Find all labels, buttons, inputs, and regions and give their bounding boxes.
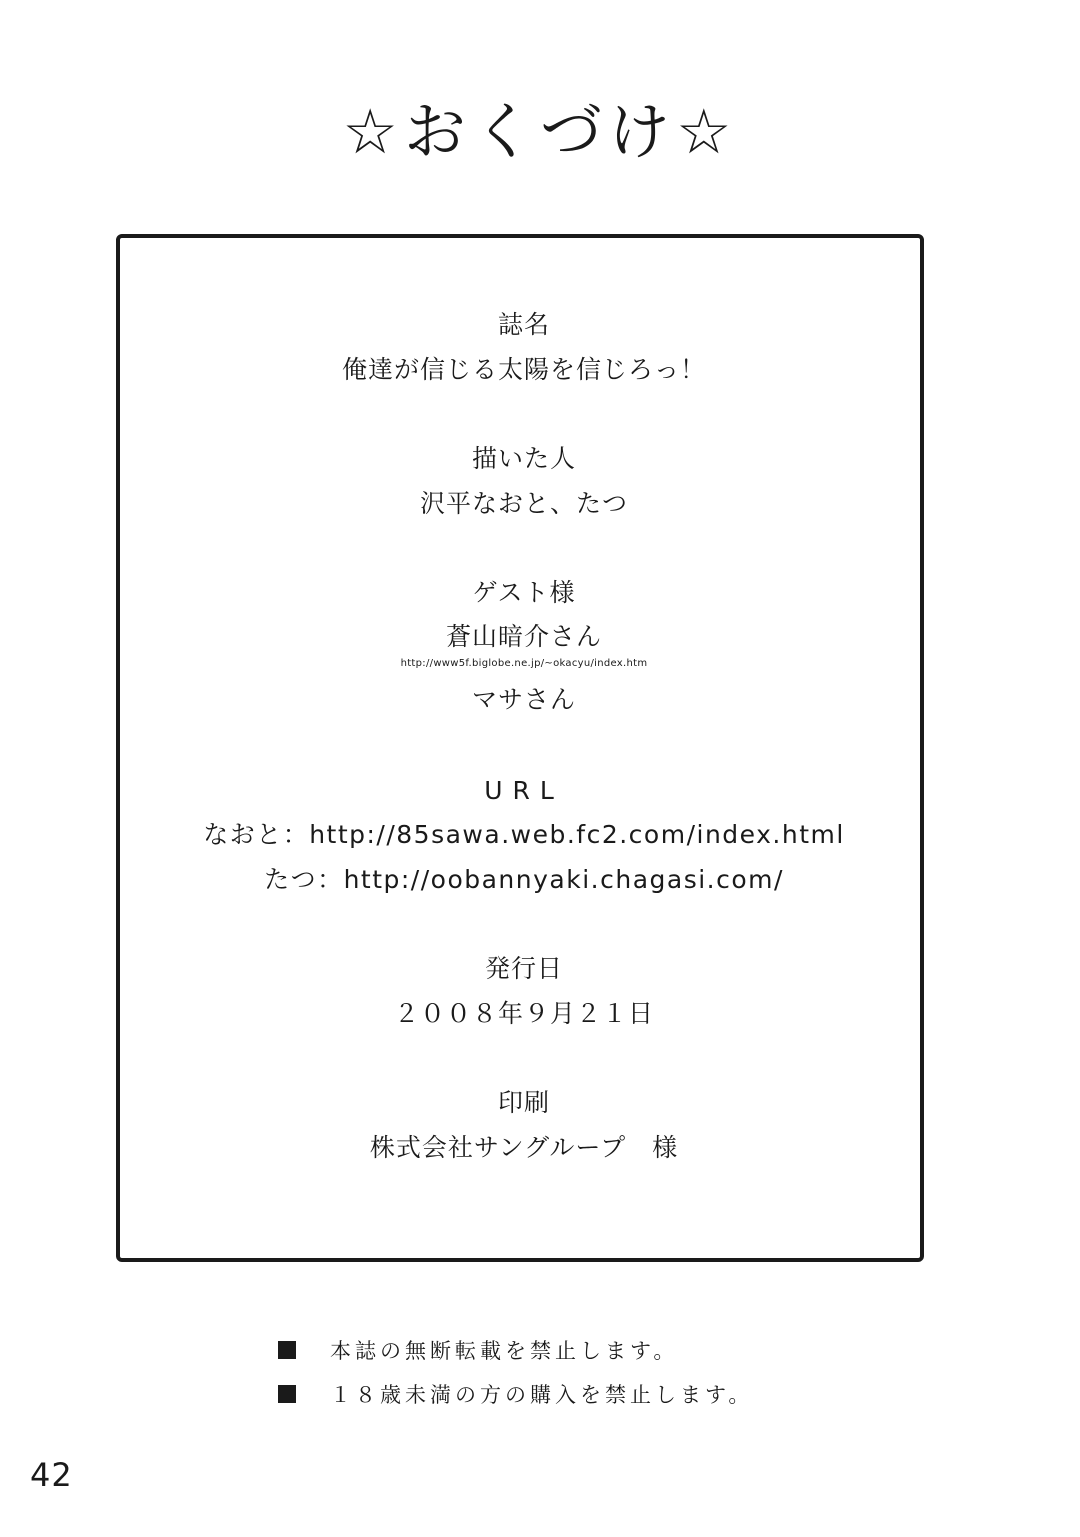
date-value: ２００８年９月２１日 <box>393 999 654 1028</box>
notice-text: １８歳未満の方の購入を禁止します。 <box>330 1383 754 1407</box>
artists-value: 沢平なおと、たつ <box>419 489 628 518</box>
title-label: 誌名 <box>497 310 550 339</box>
guests-label: ゲスト様 <box>472 578 576 607</box>
title-value: 俺達が信じる太陽を信じろっ！ <box>341 355 706 384</box>
url-label: URL <box>484 776 564 805</box>
guest1-url: http://www5f.biglobe.ne.jp/~okacyu/index.htm <box>400 658 648 669</box>
square-bullet-icon <box>278 1385 296 1403</box>
page-title: ☆おくづけ☆ <box>342 95 738 168</box>
colophon-box <box>116 234 924 1262</box>
date-label: 発行日 <box>484 954 563 983</box>
url-naoto: なおと：http://85sawa.web.fc2.com/index.html <box>203 820 845 849</box>
page-number: 42 <box>30 1456 73 1494</box>
url-tatsu: たつ：http://oobannyaki.chagasi.com/ <box>264 865 784 894</box>
guest1-name: 蒼山暗介さん <box>445 622 602 651</box>
artists-label: 描いた人 <box>471 444 576 473</box>
notices <box>278 1328 753 1416</box>
notice-item <box>278 1328 753 1372</box>
print-value: 株式会社サングループ 様 <box>369 1133 679 1162</box>
square-bullet-icon <box>278 1341 296 1359</box>
notice-item <box>278 1372 753 1416</box>
notice-text: 本誌の無断転載を禁止します。 <box>330 1339 679 1363</box>
guest2-name: マサさん <box>471 685 576 714</box>
print-label: 印刷 <box>497 1088 550 1117</box>
